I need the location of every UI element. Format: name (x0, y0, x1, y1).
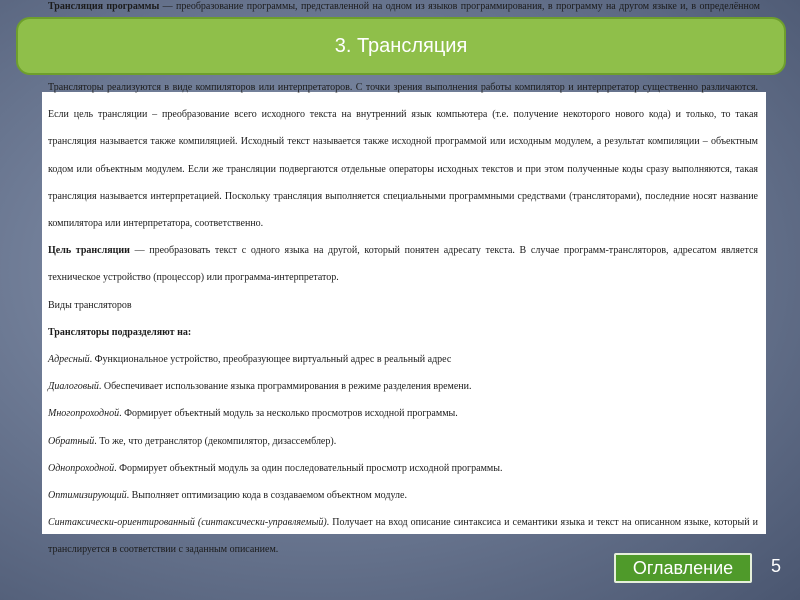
goal-text: — преобразовать текст с одного языка на другой, который понятен адресату текста. В случае программ-трансляторов, адресатом является техническое устройство (процессор) или программа-интерпретатор. (48, 245, 758, 284)
page-number: 5 (770, 556, 781, 576)
type-desc: . Выполняет оптимизацию кода в создаваемом объектном модуле. (126, 490, 407, 502)
list-item (48, 428, 758, 455)
intro-text: — преобразование программы, представленной на одном из языков программирования, в программу на другом языке и, в определённом (162, 1, 760, 12)
type-name: Обратный (48, 435, 95, 447)
list-item (48, 373, 758, 400)
type-name: Однопроходной (48, 462, 115, 474)
slide-title-text: 3. Трансляция (334, 34, 468, 57)
list-item (48, 346, 758, 373)
type-desc: . Обеспечивает использование языка программирования в режиме разделения времени. (98, 381, 472, 393)
type-name: Адресный (48, 354, 90, 366)
type-desc: . Функциональное устройство, преобразующее виртуальный адрес в реальный адрес (89, 354, 452, 366)
type-name: Синтаксически-ориентированный (синтаксически-управляемый) (48, 517, 327, 529)
paragraph-goal (48, 237, 758, 291)
slide-title (16, 17, 786, 75)
toc-button-label: Оглавление (632, 557, 734, 578)
intro-term: Трансляция программы (48, 1, 160, 12)
paragraph-translators: Трансляторы реализуются в виде компиляторов или интерпретаторов. С точки зрения выполнения работы компилятор и интерпретатор существенно различаются. Если цель трансляции – преобразование всего исходного текста на внутренний язык компьютера (т.е. получение некоторого нового кода) и только, то такая трансляция называется также компиляцией. Исходный текст называется также исходной программой или исходным модулем, а результат компиляции – объектным кодом или объектным модулем. Если же трансляции подвергаются отдельные операторы исходных текстов и при этом полученные коды сразу выполняются, такая трансляция называется интерпретацией. Поскольку трансляция выполняется специальными программными средствами (трансляторами), последние носят название компилятора или интерпретатора, соответственно. (48, 82, 758, 230)
list-item (48, 400, 758, 427)
kinds-heading: Виды трансляторов (48, 299, 132, 311)
type-name: Диалоговый (48, 381, 99, 393)
list-item (48, 455, 758, 482)
type-name: Многопроходной (48, 408, 120, 420)
type-desc: . Формирует объектный модуль за несколько просмотров исходной программы. (119, 408, 458, 420)
content-text (48, 74, 758, 564)
divided-heading-text: Трансляторы подразделяют на: (48, 326, 192, 338)
type-desc: . Формирует объектный модуль за один последовательный просмотр исходной программы. (114, 462, 503, 474)
type-desc: . Получает на вход описание синтаксиса и семантики языка и текст на описанном языке, который и транслируется в соответствии с заданным описанием. (48, 517, 758, 556)
table-of-contents-button[interactable] (614, 553, 752, 583)
divided-heading (48, 319, 758, 346)
type-name: Оптимизирующий (48, 490, 127, 502)
goal-term: Цель трансляции (48, 245, 130, 257)
list-item (48, 482, 758, 509)
type-desc: . То же, что детранслятор (декомпилятор, дизассемблер). (94, 435, 337, 447)
